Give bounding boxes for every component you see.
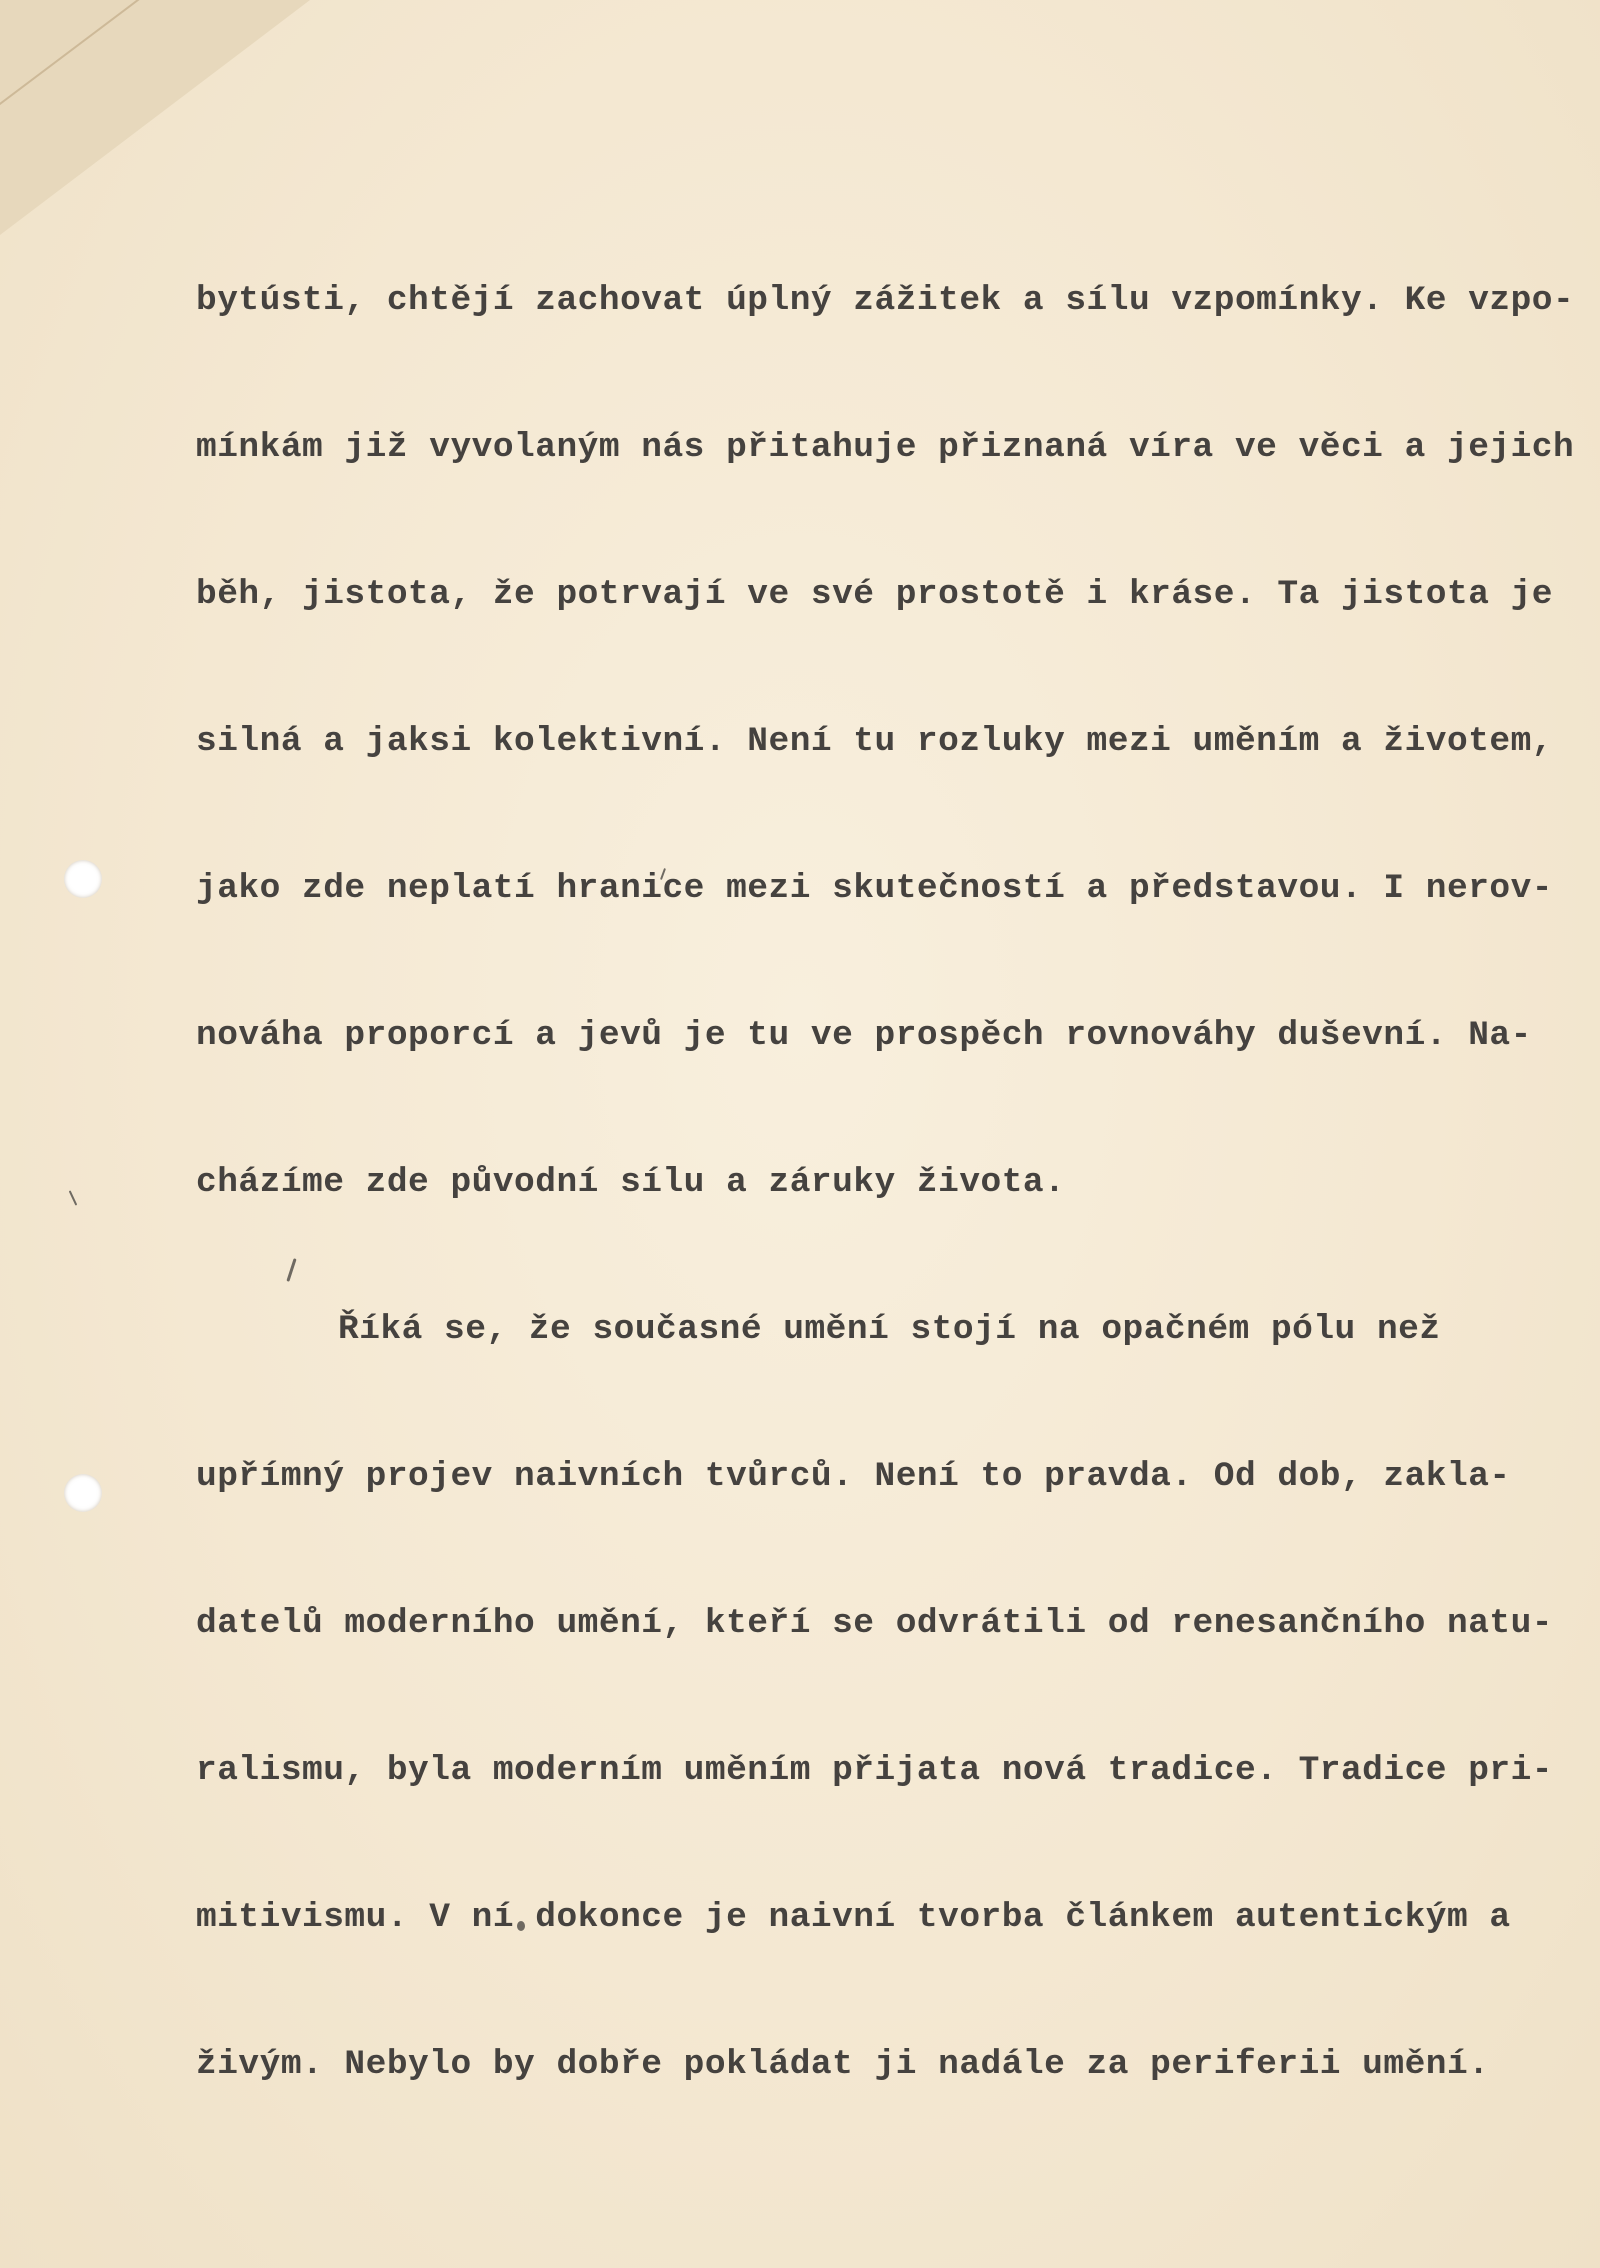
ink-speck xyxy=(69,1190,78,1205)
punch-hole-icon xyxy=(64,860,102,898)
text-line: mitivismu. V ní dokonce je naivní tvorba článkem autentickým a xyxy=(196,1898,1511,1937)
text-line: živým. Nebylo by dobře pokládat ji nadále za periferii umění. xyxy=(196,2045,1490,2084)
text-line: Říká se, že současné umění stojí na opačném pólu než xyxy=(338,1310,1441,1349)
text-line: cházíme zde původní sílu a záruky života. xyxy=(196,1163,1066,1202)
text-line: silná a jaksi kolektivní. Není tu rozluky mezi uměním a životem, xyxy=(196,722,1554,761)
typed-text xyxy=(196,178,1575,2187)
text-line: běh, jistota, že potrvají ve své prostotě i kráse. Ta jistota je xyxy=(196,575,1554,614)
text-line: mínkám již vyvolaným nás přitahuje přiznaná víra ve věci a jejich xyxy=(196,428,1575,467)
punch-hole-icon xyxy=(64,1474,102,1512)
text-line: datelů moderního umění, kteří se odvrátili od renesančního natu- xyxy=(196,1604,1554,1643)
text-line: jako zde neplatí hranice mezi skutečností a představou. I nerov- xyxy=(196,869,1554,908)
text-line: nováha proporcí a jevů je tu ve prospěch rovnováhy duševní. Na- xyxy=(196,1016,1532,1055)
text-line: bytústi, chtějí zachovat úplný zážitek a sílu vzpomínky. Ke vzpo- xyxy=(196,281,1575,320)
text-line: upřímný projev naivních tvůrců. Není to pravda. Od dob, zakla- xyxy=(196,1457,1511,1496)
text-line: ralismu, byla moderním uměním přijata nová tradice. Tradice pri- xyxy=(196,1751,1554,1790)
